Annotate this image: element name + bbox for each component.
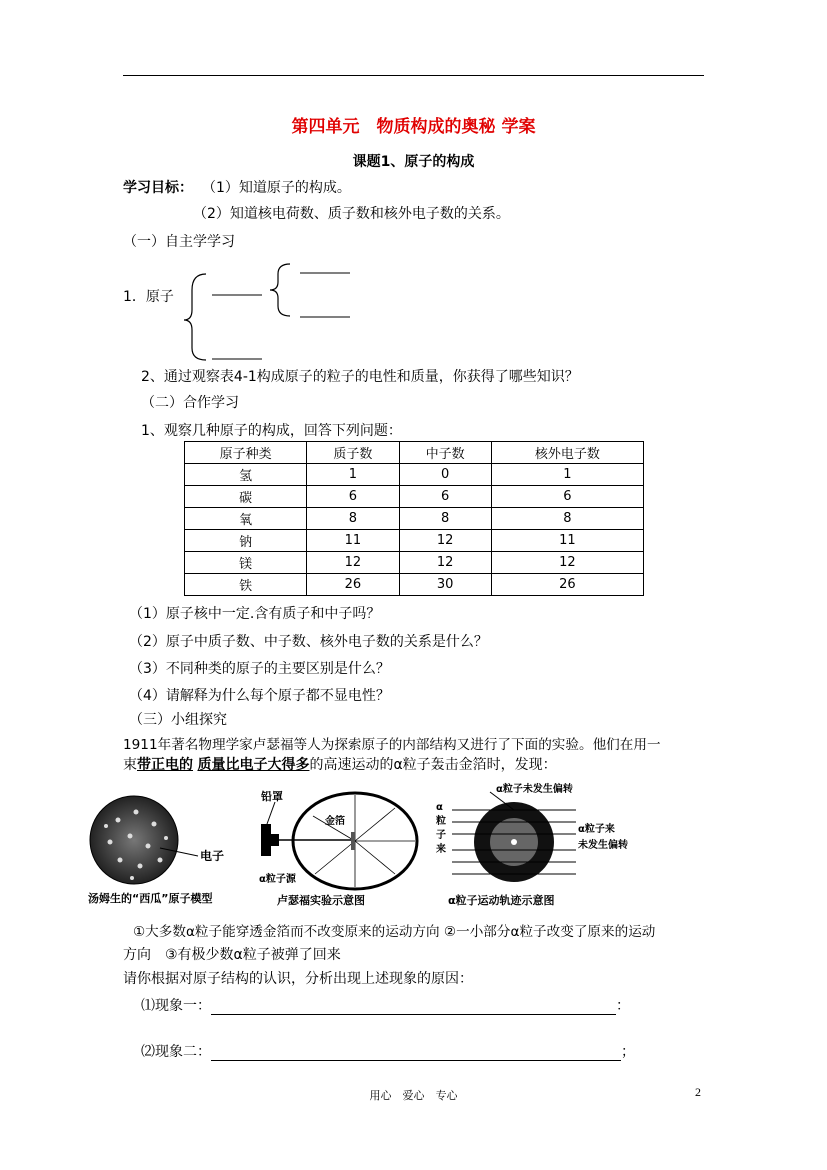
apparatus-caption: 卢瑟福实验示意图	[277, 894, 365, 907]
table-cell: 氧	[185, 508, 307, 530]
table-intro: 1、观察几种原子的构成，回答下列问题：	[141, 423, 402, 439]
goal-item-2: （2）知道核电荷数、质子数和核外电子数的关系。	[193, 206, 510, 222]
goals-label: 学习目标：	[123, 180, 193, 196]
undeflected-right-label: 未发生偏转	[578, 840, 628, 851]
phenomenon-1-row	[141, 995, 630, 1015]
question-2: 2、通过观察表4-1构成原子的粒子的电性和质量，你获得了哪些知识？	[141, 369, 579, 385]
table-row	[185, 508, 644, 530]
experiment-para-line2	[123, 754, 557, 774]
undeflected-top-label: α粒子未发生偏转	[496, 784, 573, 795]
table-header-row	[185, 442, 644, 464]
table-cell: 6	[491, 486, 643, 508]
lead-shield	[261, 824, 271, 856]
page-number: 2	[695, 1085, 701, 1099]
question-item-4: （4）请解释为什么每个原子都不显电性？	[129, 688, 390, 704]
table-header: 中子数	[399, 442, 491, 464]
table-cell: 30	[399, 574, 491, 596]
table-cell: 12	[399, 552, 491, 574]
experiment-para-line1: 1911年著名物理学家卢瑟福等人为探索原子的内部结构又进行了下面的实验。他们在用一	[123, 737, 661, 753]
phenomenon-2-answer-blank[interactable]	[211, 1044, 621, 1061]
table-row	[185, 486, 644, 508]
table-header: 质子数	[307, 442, 399, 464]
phenomenon-2-end: ；	[621, 1044, 635, 1060]
table-cell: 8	[491, 508, 643, 530]
question-item-2: （2）原子中质子数、中子数、核外电子数的关系是什么？	[129, 634, 488, 650]
table-cell: 12	[399, 530, 491, 552]
table-cell: 11	[307, 530, 399, 552]
phenomenon-1-end: ：	[616, 998, 630, 1014]
atom-table	[184, 441, 644, 596]
table-row	[185, 530, 644, 552]
svg-text:子: 子	[436, 830, 446, 841]
table-cell: 1	[307, 464, 399, 486]
table-cell: 铁	[185, 574, 307, 596]
trajectory-caption: α粒子运动轨迹示意图	[448, 894, 555, 907]
incoming-right-label: α粒子来	[578, 824, 615, 835]
atom-label: 1．原子	[123, 289, 174, 305]
para-text: 束	[123, 757, 137, 773]
section-2-heading: （二）合作学习	[141, 395, 239, 411]
table-cell: 1	[491, 464, 643, 486]
phenomena-line1: ①大多数α粒子能穿透金箔而不改变原来的运动方向 ②一小部分α粒子改变了原来的运动	[133, 924, 656, 940]
goal-item-1: （1）知道原子的构成。	[202, 180, 351, 196]
emphasis-mass: 质量比电子大得多	[197, 757, 310, 773]
alpha-trajectory-figure	[430, 780, 630, 910]
table-header: 原子种类	[185, 442, 307, 464]
alpha-source	[271, 834, 279, 846]
page-title: 第四单元 物质构成的奥秘 学案	[291, 117, 536, 137]
table-cell: 镁	[185, 552, 307, 574]
lead-label: 铅罩	[261, 790, 283, 803]
table-cell: 0	[399, 464, 491, 486]
nucleus	[511, 839, 517, 845]
phenomenon-1-label: ⑴现象一：	[141, 998, 211, 1014]
rutherford-apparatus-figure	[255, 778, 425, 910]
table-row	[185, 464, 644, 486]
table-cell: 26	[491, 574, 643, 596]
lesson-subtitle: 课题1、原子的构成	[352, 154, 475, 170]
table-row	[185, 552, 644, 574]
incoming-label-vertical	[436, 802, 446, 855]
para-text: 的高速运动的α粒子轰击金箔时，发现：	[309, 757, 557, 773]
inner-brace	[270, 264, 290, 316]
atom-structure-bracket	[180, 260, 360, 365]
table-cell: 8	[399, 508, 491, 530]
section-1-heading: （一）自主学学习	[123, 234, 235, 250]
svg-text:α: α	[436, 802, 443, 813]
question-item-1: （1）原子核中一定.含有质子和中子吗？	[129, 606, 381, 622]
table-cell: 钠	[185, 530, 307, 552]
table-cell: 12	[491, 552, 643, 574]
plum-pudding-figure	[88, 790, 248, 910]
phenomenon-2-row	[141, 1041, 635, 1061]
table-cell: 6	[399, 486, 491, 508]
table-cell: 8	[307, 508, 399, 530]
table-cell: 6	[307, 486, 399, 508]
phenomena-line2: 方向 ③有极少数α粒子被弹了回来	[123, 947, 341, 963]
electron-label: 电子	[200, 849, 225, 863]
analysis-prompt: 请你根据对原子结构的认识，分析出现上述现象的原因：	[123, 971, 473, 987]
svg-text:来: 来	[436, 844, 446, 855]
section-3-heading: （三）小组探究	[129, 712, 227, 728]
gold-foil	[351, 832, 355, 850]
table-cell: 26	[307, 574, 399, 596]
plum-pudding-caption: 汤姆生的“西瓜”原子模型	[88, 892, 213, 905]
table-cell: 12	[307, 552, 399, 574]
emphasis-positive-charge: 带正电的	[137, 757, 193, 773]
table-cell: 氢	[185, 464, 307, 486]
header-rule	[123, 75, 704, 76]
phenomenon-1-answer-blank[interactable]	[211, 998, 616, 1015]
lead-pointer	[267, 802, 275, 824]
table-cell: 碳	[185, 486, 307, 508]
source-label: α粒子源	[259, 874, 296, 885]
outer-brace	[184, 274, 206, 360]
footer-motto: 用心 爱心 专心	[369, 1089, 458, 1102]
table-cell: 11	[491, 530, 643, 552]
svg-text:粒: 粒	[436, 816, 446, 827]
question-item-3: （3）不同种类的原子的主要区别是什么？	[129, 661, 390, 677]
phenomenon-2-label: ⑵现象二：	[141, 1044, 211, 1060]
atom-sphere	[90, 796, 178, 884]
table-row	[185, 574, 644, 596]
gold-label: 金箔	[325, 816, 345, 827]
table-header: 核外电子数	[491, 442, 643, 464]
